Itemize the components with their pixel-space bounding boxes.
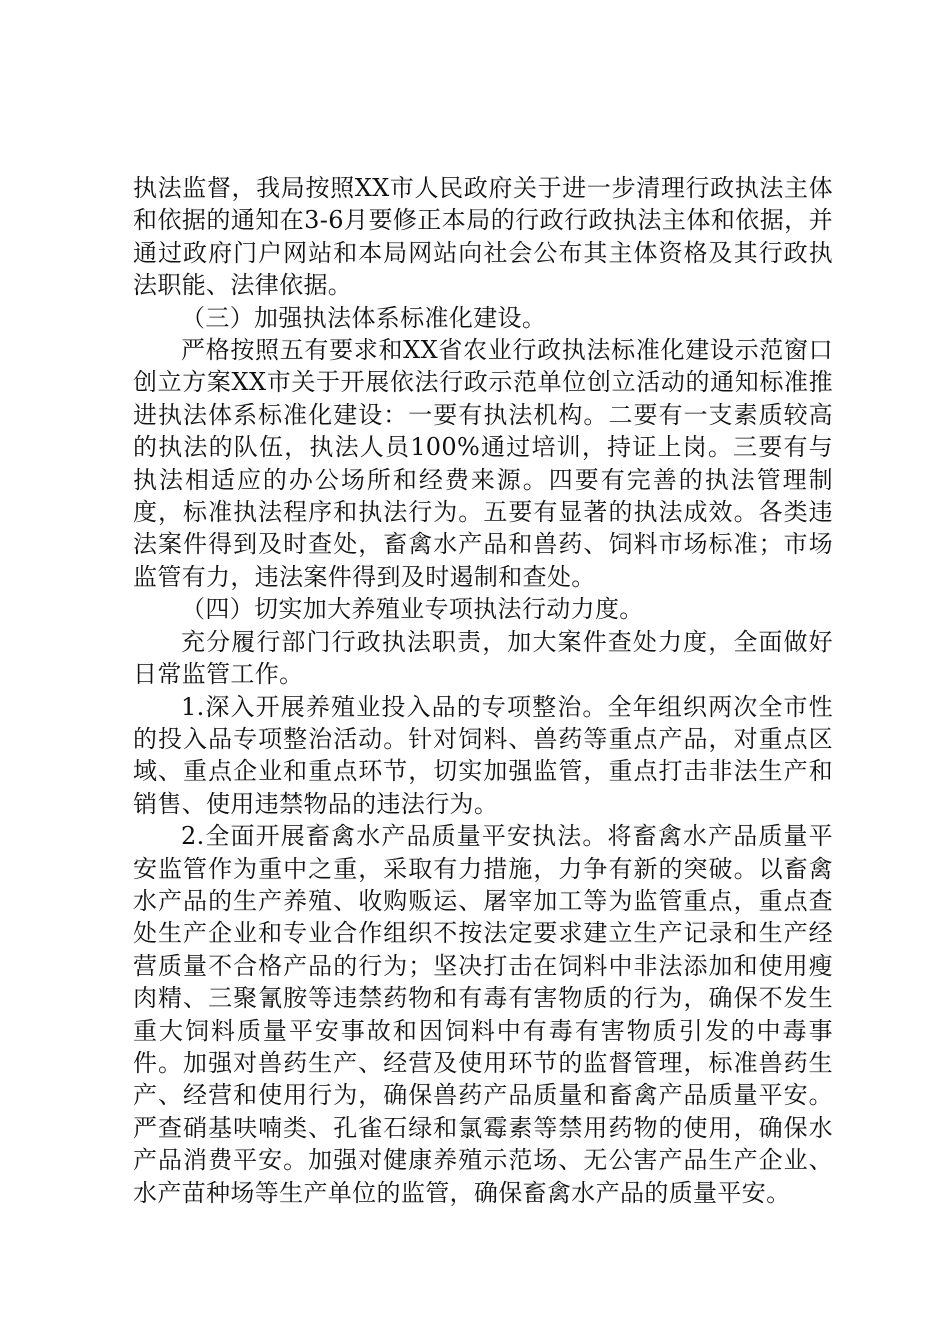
paragraph-standardization: 严格按照五有要求和XX省农业行政执法标准化建设示范窗口创立方案XX市关于开展依法行政示范单位创立活动的通知标准推进执法体系标准化建设：一要有执法机构。二要有一支素质较高的执法的队伍，执法人员100%通过培训，持证上岗。三要有与执法相适应的办公场所和经费来源。四要有完善的执法管理制度，标准执法程序和执法行为。五要有显著的执法成效。各类违法案件得到及时查处，畜禽水产品和兽药、饲料市场标准；市场监管有力，违法案件得到及时遏制和查处。 [133, 336, 833, 591]
paragraph-duties: 充分履行部门行政执法职责，加大案件查处力度，全面做好日常监管工作。 [133, 627, 833, 689]
section-heading-3: （三）加强执法体系标准化建设。 [181, 303, 547, 332]
document-body [133, 172, 833, 1209]
paragraph-continuation: 执法监督，我局按照XX市人民政府关于进一步清理行政执法主体和依据的通知在3-6月要修正本局的行政行政执法主体和依据，并通过政府门户网站和本局网站向社会公布其主体资格及其行政执法职能、法律依据。 [133, 174, 833, 300]
section-heading-4: （四）切实加大养殖业专项执法行动力度。 [181, 595, 644, 624]
paragraph-item-1: 1.深入开展养殖业投入品的专项整治。全年组织两次全市性的投入品专项整治活动。针对饲料、兽药等重点产品，对重点区域、重点企业和重点环节，切实加强监管，重点打击非法生产和销售、使用违禁物品的违法行为。 [133, 692, 833, 818]
paragraph-item-2: 2.全面开展畜禽水产品质量平安执法。将畜禽水产品质量平安监管作为重中之重，采取有力措施，力争有新的突破。以畜禽水产品的生产养殖、收购贩运、屠宰加工等为监管重点，重点查处生产企业和专业合作组织不按法定要求建立生产记录和生产经营质量不合格产品的行为；坚决打击在饲料中非法添加和使用瘦肉精、三聚氰胺等违禁药物和有毒有害物质的行为，确保不发生重大饲料质量平安事故和因饲料中有毒有害物质引发的中毒事件。加强对兽药生产、经营及使用环节的监督管理，标准兽药生产、经营和使用行为，确保兽药产品质量和畜禽产品质量平安。严查硝基呋喃类、孔雀石绿和氯霉素等禁用药物的使用，确保水产品消费平安。加强对健康养殖示范场、无公害产品生产企业、水产苗种场等生产单位的监管，确保畜禽水产品的质量平安。 [133, 822, 833, 1207]
